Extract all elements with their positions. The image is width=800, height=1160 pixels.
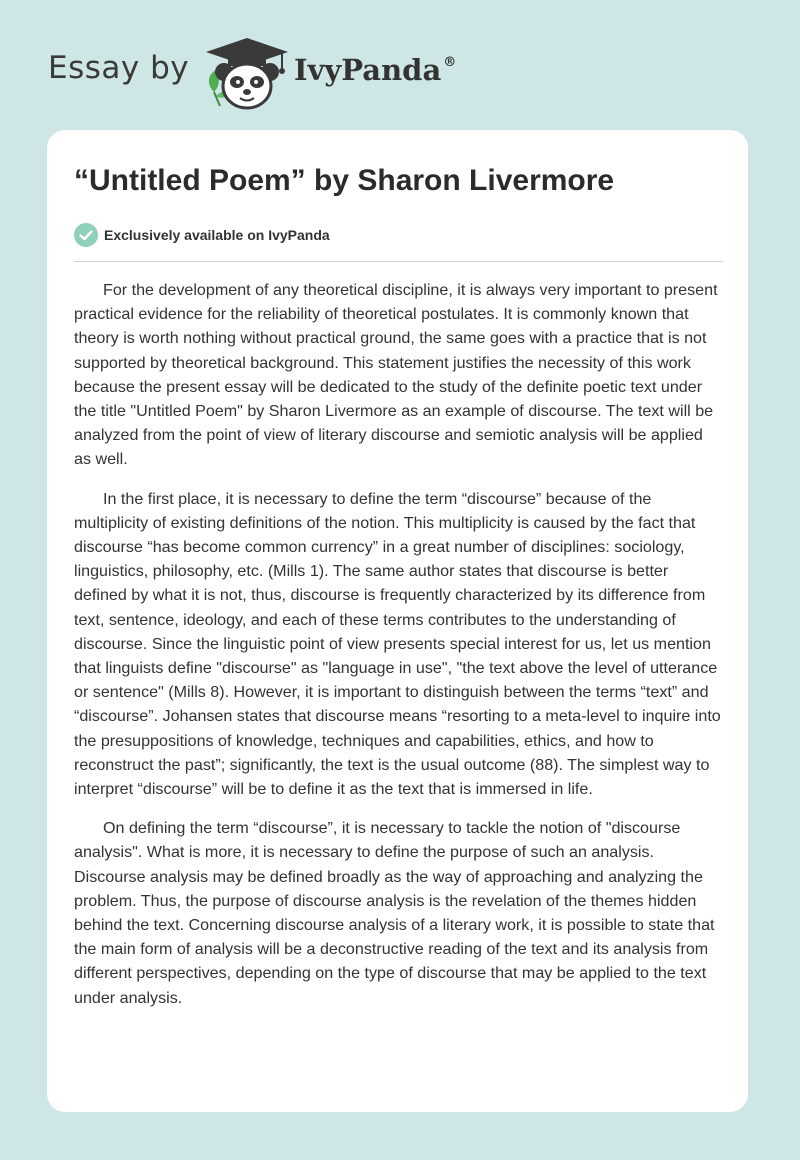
exclusive-badge	[74, 222, 330, 248]
badge-label: Exclusively available on IvyPanda	[104, 227, 330, 243]
divider	[74, 261, 723, 262]
paragraph: On defining the term “discourse”, it is necessary to tackle the notion of "discourse analysis". What is more, it is necessary to define the purpose of such an analysis. Discourse analysis may be defined broadly as the way of approaching and analyzing the problem. Thus, the purpose of discourse analysis is the revelation of the themes hidden behind the text. Concerning discourse analysis of a literary work, it is possible to state that the main form of analysis will be a deconstructive reading of the text and its analysis from different perspectives, depending on the type of discourse that may be applied to the text under analysis.	[74, 819, 715, 1007]
essay-card	[47, 130, 748, 1112]
brand-name[interactable]: IvyPanda ®	[294, 53, 457, 87]
paragraph: In the first place, it is necessary to define the term “discourse” because of the multiplicity of existing definitions of the notion. This multiplicity is caused by the fact that discourse “has become common currency” in a great number of disciplines: sociology, linguistics, philosophy, etc. (Mills 1). The same author states that discourse is better defined by what it is not, thus, discourse is frequently characterized by its difference from text, sentence, ideology, and each of these terms contributes to the understanding of discourse. Since the linguistic point of view presents special interest for us, let us mention that linguists define "discourse" as "language in use", "the text above the level of utterance or sentence" (Mills 8). However, it is important to distinguish between the terms “text” and “discourse”. Johansen states that discourse means “resorting to a meta-level to inquire into the presuppositions of knowledge, techniques and capabilities, ethics, and how to reconstruct the past”; significantly, the text is the usual outcome (88). The simplest way to interpret “discourse” will be to define it as the text that is immersed in life.	[74, 489, 721, 799]
essay-by-label: Essay by	[48, 50, 190, 86]
registered-mark: ®	[443, 55, 457, 70]
check-circle-icon	[74, 223, 98, 247]
paragraph: For the development of any theoretical discipline, it is always very important to present practical evidence for the reliability of theoretical postulates. It is commonly known that theory is worth nothing without practical ground, the same goes with a practice that is not supported by theoretical background. This statement justifies the necessity of this work because the present essay will be dedicated to the study of the definite poetic text under the title "Untitled Poem" by Sharon Livermore as an example of discourse. The text will be analyzed from the point of view of literary discourse and semiotic analysis will be applied as well.	[74, 281, 718, 469]
page-title: “Untitled Poem” by Sharon Livermore	[74, 164, 615, 197]
site-header	[0, 0, 800, 130]
essay-body	[74, 278, 722, 1025]
panda-graduate-icon	[200, 36, 294, 112]
